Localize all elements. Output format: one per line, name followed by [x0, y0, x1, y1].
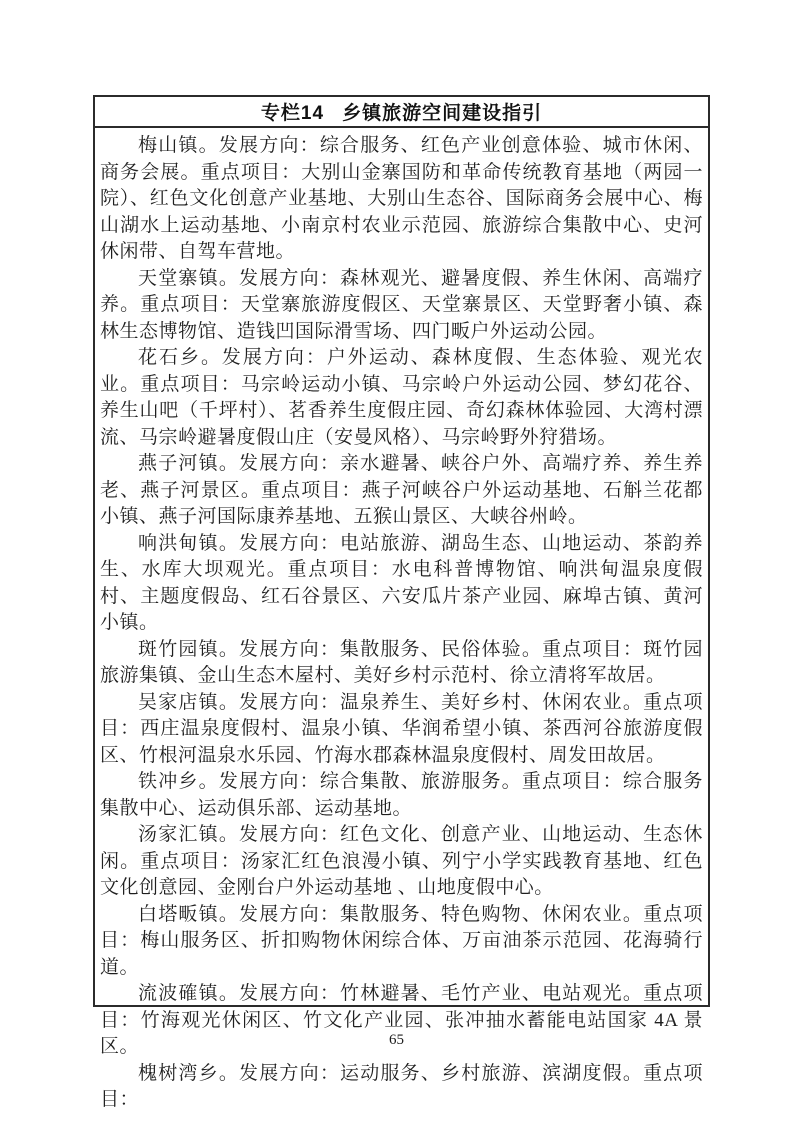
guideline-paragraph-baitafan: 白塔畈镇。发展方向：集散服务、特色购物、休闲农业。重点项目：梅山服务区、折扣购物休闲综合体、万亩油茶示范园、花海骑行道。 [100, 903, 703, 978]
guideline-paragraph-meishan: 梅山镇。发展方向：综合服务、红色产业创意体验、城市休闲、商务会展。重点项目：大别山金寨国防和革命传统教育基地（两园一院）、红色文化创意产业基地、大别山生态谷、国际商务会展中心、梅山湖水上运动基地、小南京村农业示范园、旅游综合集散中心、史河休闲带、自驾车营地。 [100, 135, 703, 262]
box-title-text: 乡镇旅游空间建设指引 [342, 103, 543, 124]
guideline-paragraph-liubo: 流波確镇。发展方向：竹林避暑、毛竹产业、电站观光。重点项目：竹海观光休闲区、竹文化产业园、张冲抽水蓄能电站国家 4A 景区。 [100, 983, 703, 1057]
guideline-paragraph-tangjiahui: 汤家汇镇。发展方向：红色文化、创意产业、山地运动、生态休闲。重点项目：汤家汇红色浪漫小镇、列宁小学实践教育基地、红色文化创意园、金刚台户外运动基地 、山地度假中心。 [100, 824, 703, 898]
guideline-paragraph-tiechong: 铁冲乡。发展方向：综合集散、旅游服务。重点项目：综合服务集散中心、运动俱乐部、运动基地。 [100, 771, 703, 819]
box-title [95, 97, 708, 128]
box-body [95, 128, 708, 1114]
page-number: 65 [389, 1032, 404, 1048]
guideline-paragraph-yanzihe: 燕子河镇。发展方向：亲水避暑、峡谷户外、高端疗养、养生养老、燕子河景区。重点项目：燕子河峡谷户外运动基地、石斛兰花都小镇、燕子河国际康养基地、五猴山景区、大峡谷州岭。 [100, 453, 703, 527]
guideline-paragraph-huashi: 花石乡。发展方向：户外运动、森林度假、生态体验、观光农业。重点项目：马宗岭运动小镇、马宗岭户外运动公园、梦幻花谷、养生山吧（千坪村）、茗香养生度假庄园、奇幻森林体验园、大湾村漂流、马宗岭避暑度假山庄（安曼风格）、马宗岭野外狩猎场。 [100, 347, 703, 448]
guideline-paragraph-xianghongdian: 响洪甸镇。发展方向：电站旅游、湖岛生态、山地运动、茶韵养生、水库大坝观光。重点项目：水电科普博物馆、响洪甸温泉度假村、主题度假岛、红石谷景区、六安瓜片茶产业园、麻埠古镇、黄河小镇。 [100, 532, 703, 633]
box-title-label: 专栏14 [260, 103, 325, 124]
guideline-paragraph-banzhuyuan: 斑竹园镇。发展方向：集散服务、民俗体验。重点项目：斑竹园旅游集镇、金山生态木屋村、美好乡村示范村、徐立清将军故居。 [100, 638, 703, 686]
guideline-paragraph-huaishuwan: 槐树湾乡。发展方向：运动服务、乡村旅游、滨湖度假。重点项目： [100, 1062, 703, 1110]
guideline-paragraph-tiantangzhai: 天堂寨镇。发展方向：森林观光、避暑度假、养生休闲、高端疗养。重点项目：天堂寨旅游度假区、天堂寨景区、天堂野奢小镇、森林生态博物馆、造钱凹国际滑雪场、四门畈户外运动公园。 [100, 267, 703, 342]
guideline-paragraph-wujiadian: 吴家店镇。发展方向：温泉养生、美好乡村、休闲农业。重点项目：西庄温泉度假村、温泉小镇、华润希望小镇、茶西河谷旅游度假区、竹根河温泉水乐园、竹海水郡森林温泉度假村、周发田故居。 [100, 691, 703, 766]
